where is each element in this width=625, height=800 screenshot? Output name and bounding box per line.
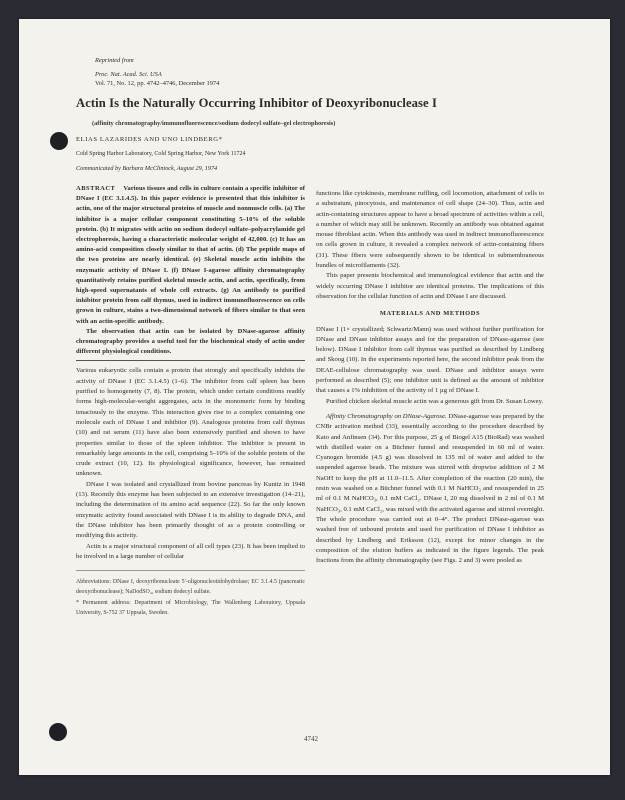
abstract-heading: ABSTRACT [76, 185, 116, 192]
punch-hole-top [50, 132, 68, 150]
abstract-divider [76, 360, 305, 361]
paragraph: Actin is a major structural component of all cell types (23). It has been implied to be involved in a large number of cellular [76, 542, 305, 560]
abstract [76, 184, 305, 357]
left-column [76, 184, 305, 620]
author-affiliation: Cold Spring Harbor Laboratory, Cold Spring Harbor, New York 11724 [76, 151, 246, 157]
page-number: 4742 [304, 735, 318, 743]
article-authors: ELIAS LAZARIDES AND UNO LINDBERG* [76, 136, 223, 143]
footnotes [76, 578, 305, 618]
paragraph [316, 412, 544, 566]
paragraph: Purified chicken skeletal muscle actin was a generous gift from Dr. Susan Lowey. [326, 397, 544, 405]
paragraph: This paper presents biochemical and immunological evidence that actin and the widely occurring DNase I inhibitor are identical proteins. The implications of this observation for the cellular function of actin and DNase I are discussed. [316, 272, 544, 300]
paragraph: DNase I (1× crystallized; Schwartz/Mann) was used without further purification for DNase and DNase inhibitor assays and for the preparation of DNase-agarose (see below). DNase I inhibitor from calf thymus was purified as described by Lindberg and Skoog (10). In the experiments reported here, the second inhibitor peak from the DEAE-cellulose chromatography was used. DNase and inhibitor assays were performed as described (5); one inhibitor unit is defined as the amount of inhibitor that causes a 1% inhibition of the activity of 1 µg of DNase I. [316, 325, 544, 395]
footnote-divider [76, 570, 305, 571]
introduction-left [76, 366, 305, 562]
footnote-address: * Permanent address: Department of Microbiology, The Wallenberg Laboratory, Uppsala University, S-752 37 Uppsala, Sweden. [76, 600, 305, 616]
section-heading-methods: MATERIALS AND METHODS [379, 310, 481, 318]
paragraph: Various eukaryotic cells contain a protein that strongly and specifically inhibits the activity of DNase I (EC 3.1.4.5) (1–6). The inhibitor from calf spleen has been purified to homogeneity (7, 8). The protein, which under certain conditions readily forms high-molecular-weight aggregates, acts in the monomeric form by binding tenaciously to the enzyme. This interaction gives rise to a complex containing one molecule each of DNase I and inhibitor (9). Analogous proteins from calf thymus (10) and rat serum (11) have also been extensively purified and shown to have properties similar to those of the spleen inhibitor. The inhibitor is present in remarkably large amounts in the cell, comprising 5–10% of the soluble protein of the crude extract (10, 12). Its physiological significance, however, has remained unknown. [76, 367, 305, 478]
communicated-by: Communicated by Barbara McClintock, August 29, 1974 [76, 165, 218, 172]
subsection-heading-affinity: Affinity Chromatography on DNase-Agarose. [326, 412, 447, 420]
article-title: Actin Is the Naturally Occurring Inhibitor of Deoxyribonuclease I [76, 96, 437, 110]
reprint-header [95, 56, 219, 88]
right-column [316, 189, 544, 566]
paragraph: DNase I was isolated and crystallized from bovine pancreas by Kunitz in 1948 (13). Recently this enzyme has been subjected to an extensive investigation (14–21), including the determination of its amino acid sequence (22). So far the only known enzymatic activity found associated with DNase I is its ability to degrade DNA, and the DNase inhibitor has been primarily thought of as a protein controlling or modifying this activity. [76, 480, 305, 540]
footnote-abbreviations: Abbreviations: DNase I, deoxyribonucleate 5′-oligonucleotidohydrolase; EC 3.1.4.5 (pancreatic deoxyribonuclease); NaDodSO₄, sodium dodecyl sulfate. [76, 579, 305, 595]
paragraph: functions like cytokinesis, membrane ruffling, cell locomotion, attachment of cells to a substratum, pinocytosis, and maintenance of cell shape (24–30). Thus, actin and actin-containing structures appear to have a broad spectrum of activities within a cell, a number of which may still be unknown. Recently an antibody was obtained against mouse fibroblast actin. When this antibody was used in indirect immunofluorescence on cells grown in culture, it revealed a complex network of actin-containing fibers (31). These fibers were subsequently shown to be identical to submembraneous bundles of microfilaments (32). [316, 190, 544, 270]
introduction-right [316, 189, 544, 302]
reprint-label: Reprinted from [95, 57, 134, 64]
affinity-text: DNase-agarose was prepared by the CNBr activation method (33), essentially according to the procedure described by Kato and Anfinsen (34). For this purpose, 25 g of Biogel A15 (BioRad) was washed with distilled water on a Büchner funnel and resuspended in 60 ml of water. Cyanogen bromide (4.5 g) was dissolved in 135 ml of water and added to the suspended agarose beads. The mixture was stirred with dropwise addition of 2 M NaOH to keep the pH at 11.0–11.5. After completion of the reaction (20 min), the resin was washed on a Büchner funnel with 0.1 M NaHCO₃ and resuspended in 25 ml of 0.1 M NaHCO₃, 0.1 mM CaCl₂. DNase I, 20 mg dissolved in 2 ml of 0.1 M NaHCO₃, 0.1 mM CaCl₂, was mixed with the activated agarose and stirred overnight. The whole procedure was carried out at 0–4°. The product DNase-agarose was washed free of unbound protein and used for purification of DNase I inhibitor as described by Lindberg and Eriksson (12), except for minor changes in the composition of the elution buffers as indicated in the figure legends. The peak fractions from the affinity chromatography (see Figs. 2 and 3) were pooled as [316, 412, 544, 565]
citation: Vol. 71, No. 12, pp. 4742–4746, December 1974 [95, 80, 220, 87]
punch-hole-bottom [49, 723, 67, 741]
methods-body [316, 325, 544, 567]
journal-name: Proc. Nat. Acad. Sci. USA [95, 71, 162, 78]
article-keywords: (affinity chromatography/immunofluorescence/sodium dodecyl sulfate–gel electrophoresis) [92, 120, 336, 127]
abstract-text: Various tissues and cells in culture contain a specific inhibitor of DNase I (EC 3.1.4.5). In this paper evidence is presented that this inhibitor is actin, one of the major structural proteins of muscle and nonmuscle cells. (a) The inhibitor is a major cellular component constituting 5–10% of the soluble protein. (b) It migrates with actin on sodium dodecyl sulfate–polyacrylamide gel electrophoresis, having a characteristic molecular weight of 42,000. (c) It has an amino-acid composition closely similar to that of actin. (d) The peptide maps of the two proteins are nearly identical. (e) Skeletal muscle actin inhibits the enzymatic activity of DNase I. (f) DNase I-agarose affinity chromatography quantitatively retains purified skeletal muscle actin, and actin, specifically, from high-speed supernatants of whole cell extracts. (g) An antibody to purified inhibitor protein from calf thymus, used in indirect immunofluorescence on cells grown in culture, stains a two-dimensional network of fibers similar to that seen with an actin-specific antibody. [76, 185, 305, 325]
abstract-text-2: The observation that actin can be isolated by DNase-agarose affinity chromatography provides a useful tool for the biochemical study of actin under different physiological conditions. [76, 327, 305, 356]
